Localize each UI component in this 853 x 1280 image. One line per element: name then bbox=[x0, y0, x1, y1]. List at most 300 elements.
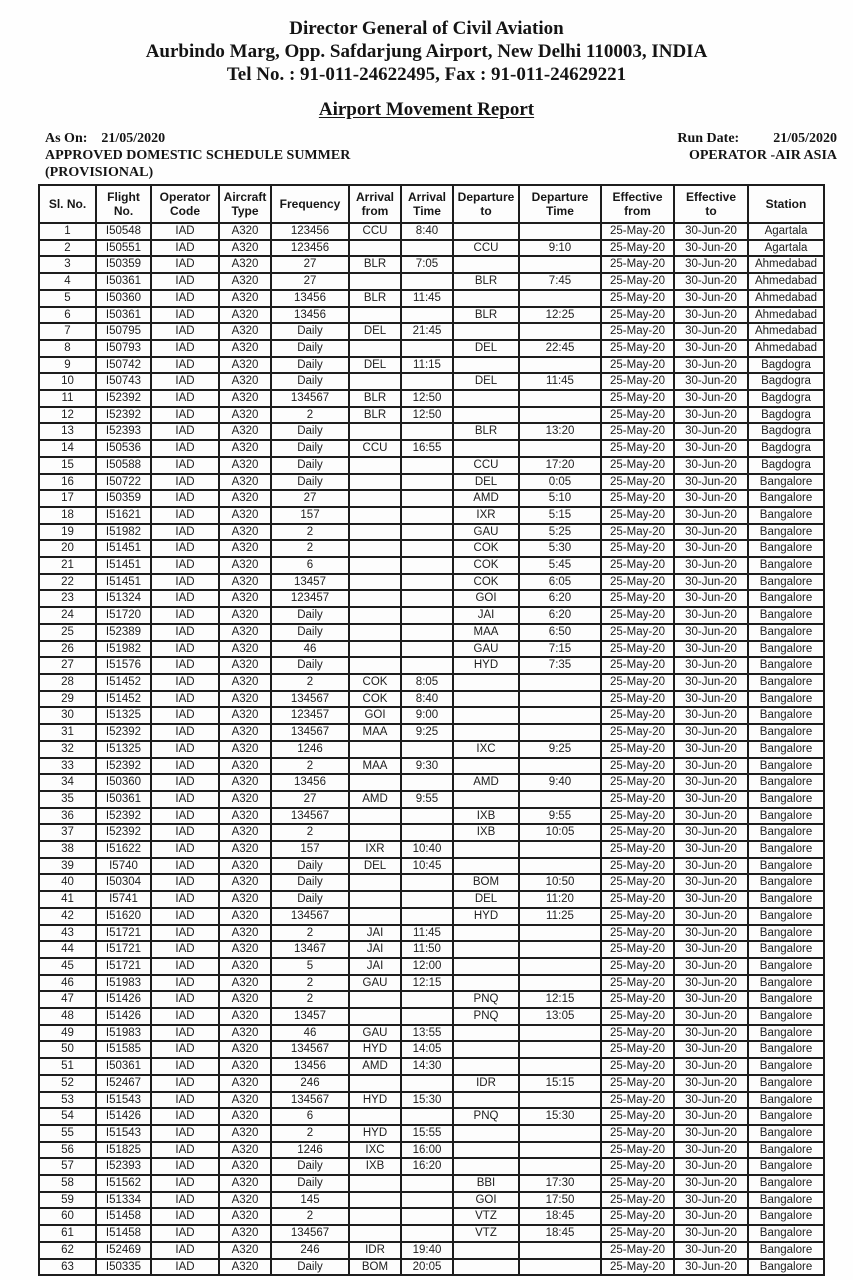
table-row bbox=[39, 874, 824, 891]
table-cell: 58 bbox=[39, 1175, 96, 1192]
table-cell: Bangalore bbox=[748, 524, 824, 541]
table-cell bbox=[519, 1092, 601, 1109]
table-cell: 30-Jun-20 bbox=[674, 1208, 748, 1225]
table-cell bbox=[401, 1108, 453, 1125]
table-cell: 30-Jun-20 bbox=[674, 1025, 748, 1042]
table-cell: 27 bbox=[271, 791, 349, 808]
run-date-value: 21/05/2020 bbox=[773, 131, 837, 146]
table-cell: 30-Jun-20 bbox=[674, 457, 748, 474]
table-cell: Ahmedabad bbox=[748, 307, 824, 324]
table-cell: 25-May-20 bbox=[601, 540, 674, 557]
table-cell: 25-May-20 bbox=[601, 307, 674, 324]
table-cell: 25-May-20 bbox=[601, 891, 674, 908]
table-cell: MAA bbox=[349, 758, 401, 775]
table-cell: 14 bbox=[39, 440, 96, 457]
table-cell: 30 bbox=[39, 707, 96, 724]
table-cell: 6:50 bbox=[519, 624, 601, 641]
table-cell: I51576 bbox=[96, 657, 151, 674]
table-cell bbox=[453, 1025, 519, 1042]
table-cell: 5 bbox=[271, 958, 349, 975]
table-cell: 30-Jun-20 bbox=[674, 657, 748, 674]
table-cell: Bangalore bbox=[748, 1142, 824, 1159]
table-cell: GOI bbox=[349, 707, 401, 724]
table-cell: I51620 bbox=[96, 908, 151, 925]
table-cell: 30-Jun-20 bbox=[674, 774, 748, 791]
table-cell: 30-Jun-20 bbox=[674, 1092, 748, 1109]
table-cell bbox=[453, 390, 519, 407]
table-cell: Daily bbox=[271, 657, 349, 674]
table-cell bbox=[349, 1225, 401, 1242]
table-cell: 13 bbox=[39, 423, 96, 440]
table-cell: Bangalore bbox=[748, 958, 824, 975]
table-cell: IAD bbox=[151, 858, 219, 875]
table-cell: 9 bbox=[39, 357, 96, 374]
table-cell: Daily bbox=[271, 323, 349, 340]
table-cell: IAD bbox=[151, 290, 219, 307]
table-cell: 16:55 bbox=[401, 440, 453, 457]
table-cell: 25 bbox=[39, 624, 96, 641]
table-cell: 25-May-20 bbox=[601, 874, 674, 891]
table-row bbox=[39, 975, 824, 992]
table-cell: Bangalore bbox=[748, 707, 824, 724]
table-cell: 30-Jun-20 bbox=[674, 1075, 748, 1092]
table-cell: 2 bbox=[271, 975, 349, 992]
table-cell: 25-May-20 bbox=[601, 741, 674, 758]
table-cell: A320 bbox=[219, 1158, 271, 1175]
table-cell bbox=[349, 641, 401, 658]
table-cell: 30-Jun-20 bbox=[674, 340, 748, 357]
table-cell: Bagdogra bbox=[748, 373, 824, 390]
table-cell: A320 bbox=[219, 340, 271, 357]
table-row bbox=[39, 457, 824, 474]
table-cell: GAU bbox=[453, 641, 519, 658]
table-cell: 28 bbox=[39, 674, 96, 691]
table-cell bbox=[349, 774, 401, 791]
table-cell: 2 bbox=[271, 674, 349, 691]
table-cell: 25-May-20 bbox=[601, 707, 674, 724]
table-cell: A320 bbox=[219, 824, 271, 841]
table-cell: A320 bbox=[219, 440, 271, 457]
table-cell: I50795 bbox=[96, 323, 151, 340]
table-cell bbox=[349, 1208, 401, 1225]
table-cell: IAD bbox=[151, 774, 219, 791]
table-cell: 6 bbox=[39, 307, 96, 324]
column-header: Arrival from bbox=[349, 185, 401, 223]
table-cell: 16:20 bbox=[401, 1158, 453, 1175]
table-row bbox=[39, 641, 824, 658]
table-cell: Bangalore bbox=[748, 1025, 824, 1042]
table-cell: IAD bbox=[151, 273, 219, 290]
table-cell: A320 bbox=[219, 1225, 271, 1242]
table-cell: IAD bbox=[151, 925, 219, 942]
column-header: Flight No. bbox=[96, 185, 151, 223]
table-cell: 6 bbox=[271, 1108, 349, 1125]
table-cell: 33 bbox=[39, 758, 96, 775]
table-cell: Bangalore bbox=[748, 774, 824, 791]
table-row bbox=[39, 507, 824, 524]
table-cell: Daily bbox=[271, 624, 349, 641]
table-cell: 61 bbox=[39, 1225, 96, 1242]
table-cell: 29 bbox=[39, 691, 96, 708]
table-cell: IAD bbox=[151, 724, 219, 741]
table-cell: 25-May-20 bbox=[601, 256, 674, 273]
table-cell: 25-May-20 bbox=[601, 1058, 674, 1075]
table-cell: Bangalore bbox=[748, 574, 824, 591]
table-cell: 25-May-20 bbox=[601, 1175, 674, 1192]
table-cell: 2 bbox=[271, 991, 349, 1008]
table-cell: I51426 bbox=[96, 1008, 151, 1025]
table-cell: Daily bbox=[271, 373, 349, 390]
table-cell: 63 bbox=[39, 1259, 96, 1276]
table-cell bbox=[453, 407, 519, 424]
table-cell: 11:45 bbox=[519, 373, 601, 390]
table-cell: 25-May-20 bbox=[601, 323, 674, 340]
table-cell bbox=[519, 407, 601, 424]
table-cell: Bangalore bbox=[748, 1259, 824, 1276]
table-cell: IDR bbox=[453, 1075, 519, 1092]
table-cell: 5 bbox=[39, 290, 96, 307]
table-cell: 25-May-20 bbox=[601, 1142, 674, 1159]
table-cell: IAD bbox=[151, 624, 219, 641]
table-cell: 30-Jun-20 bbox=[674, 407, 748, 424]
table-cell: 30-Jun-20 bbox=[674, 824, 748, 841]
table-cell: IAD bbox=[151, 423, 219, 440]
table-cell: IAD bbox=[151, 524, 219, 541]
table-cell: Bangalore bbox=[748, 991, 824, 1008]
meta-row-provisional bbox=[45, 164, 837, 181]
table-cell: I5741 bbox=[96, 891, 151, 908]
table-cell: AMD bbox=[349, 1058, 401, 1075]
table-cell: IXB bbox=[349, 1158, 401, 1175]
table-cell: 30-Jun-20 bbox=[674, 958, 748, 975]
table-cell: PNQ bbox=[453, 1108, 519, 1125]
table-cell: Bangalore bbox=[748, 908, 824, 925]
table-cell: 19 bbox=[39, 524, 96, 541]
table-cell: IAD bbox=[151, 507, 219, 524]
table-cell bbox=[401, 423, 453, 440]
table-cell: 15:55 bbox=[401, 1125, 453, 1142]
movement-table bbox=[38, 184, 825, 1276]
table-cell bbox=[453, 357, 519, 374]
table-cell bbox=[453, 1142, 519, 1159]
table-cell bbox=[453, 691, 519, 708]
table-cell: 30-Jun-20 bbox=[674, 273, 748, 290]
table-cell bbox=[401, 1225, 453, 1242]
table-cell bbox=[401, 1208, 453, 1225]
table-row bbox=[39, 307, 824, 324]
table-cell: A320 bbox=[219, 223, 271, 240]
table-row bbox=[39, 774, 824, 791]
table-cell: 30-Jun-20 bbox=[674, 423, 748, 440]
report-title-wrap bbox=[0, 99, 853, 121]
table-cell: A320 bbox=[219, 774, 271, 791]
table-cell: Bangalore bbox=[748, 1008, 824, 1025]
table-cell: Bangalore bbox=[748, 975, 824, 992]
table-cell: 2 bbox=[271, 758, 349, 775]
table-cell: Daily bbox=[271, 357, 349, 374]
table-cell: 22:45 bbox=[519, 340, 601, 357]
table-cell: 25-May-20 bbox=[601, 808, 674, 825]
table-cell: 12:50 bbox=[401, 390, 453, 407]
table-cell: 25-May-20 bbox=[601, 791, 674, 808]
table-cell: 30-Jun-20 bbox=[674, 1008, 748, 1025]
table-cell bbox=[401, 624, 453, 641]
movement-table-head bbox=[39, 185, 824, 223]
table-cell: 30-Jun-20 bbox=[674, 1175, 748, 1192]
table-cell bbox=[519, 707, 601, 724]
table-cell: A320 bbox=[219, 741, 271, 758]
table-cell: 12:15 bbox=[401, 975, 453, 992]
table-cell: Ahmedabad bbox=[748, 323, 824, 340]
table-cell bbox=[401, 540, 453, 557]
table-cell: 17:20 bbox=[519, 457, 601, 474]
table-row bbox=[39, 1192, 824, 1209]
table-cell: 0:05 bbox=[519, 474, 601, 491]
table-cell: Bangalore bbox=[748, 758, 824, 775]
table-row bbox=[39, 691, 824, 708]
table-cell: I50335 bbox=[96, 1259, 151, 1276]
table-cell: Bangalore bbox=[748, 1158, 824, 1175]
table-cell bbox=[453, 724, 519, 741]
table-cell bbox=[453, 256, 519, 273]
table-cell: Bangalore bbox=[748, 507, 824, 524]
column-header: Effective to bbox=[674, 185, 748, 223]
table-cell: 30-Jun-20 bbox=[674, 991, 748, 1008]
table-cell: Bangalore bbox=[748, 791, 824, 808]
table-cell: A320 bbox=[219, 925, 271, 942]
table-cell: Bangalore bbox=[748, 557, 824, 574]
table-cell: A320 bbox=[219, 958, 271, 975]
org-name: Director General of Civil Aviation bbox=[289, 18, 564, 39]
table-row bbox=[39, 858, 824, 875]
table-cell: Bangalore bbox=[748, 624, 824, 641]
table-cell bbox=[349, 991, 401, 1008]
table-cell: 25-May-20 bbox=[601, 925, 674, 942]
table-cell: I50361 bbox=[96, 307, 151, 324]
table-cell bbox=[453, 707, 519, 724]
table-row bbox=[39, 958, 824, 975]
table-cell: Daily bbox=[271, 1158, 349, 1175]
table-row bbox=[39, 707, 824, 724]
table-cell bbox=[519, 390, 601, 407]
table-cell: 14:30 bbox=[401, 1058, 453, 1075]
table-cell bbox=[453, 1058, 519, 1075]
table-cell bbox=[453, 1041, 519, 1058]
table-cell bbox=[453, 223, 519, 240]
table-cell: 30-Jun-20 bbox=[674, 373, 748, 390]
table-row bbox=[39, 256, 824, 273]
table-cell: IAD bbox=[151, 707, 219, 724]
table-cell: IAD bbox=[151, 590, 219, 607]
table-cell: Ahmedabad bbox=[748, 273, 824, 290]
table-cell: I51721 bbox=[96, 958, 151, 975]
table-cell bbox=[453, 440, 519, 457]
table-cell: A320 bbox=[219, 423, 271, 440]
table-cell: 35 bbox=[39, 791, 96, 808]
table-cell bbox=[453, 1242, 519, 1259]
table-cell: 50 bbox=[39, 1041, 96, 1058]
table-cell: I52392 bbox=[96, 758, 151, 775]
table-cell: IAD bbox=[151, 1175, 219, 1192]
table-cell bbox=[349, 240, 401, 257]
table-cell: 59 bbox=[39, 1192, 96, 1209]
table-cell: 6:20 bbox=[519, 607, 601, 624]
table-cell: Bangalore bbox=[748, 808, 824, 825]
table-cell: 55 bbox=[39, 1125, 96, 1142]
table-cell: A320 bbox=[219, 1175, 271, 1192]
table-cell: 30-Jun-20 bbox=[674, 1125, 748, 1142]
table-cell: 123456 bbox=[271, 240, 349, 257]
table-cell bbox=[349, 1192, 401, 1209]
table-cell: IXC bbox=[453, 741, 519, 758]
table-cell: DEL bbox=[349, 323, 401, 340]
table-cell bbox=[401, 808, 453, 825]
table-cell: I51562 bbox=[96, 1175, 151, 1192]
table-cell bbox=[401, 373, 453, 390]
table-cell: BLR bbox=[349, 407, 401, 424]
table-cell: IAD bbox=[151, 891, 219, 908]
table-cell: Bangalore bbox=[748, 1125, 824, 1142]
table-cell: A320 bbox=[219, 1242, 271, 1259]
table-cell: 5:25 bbox=[519, 524, 601, 541]
table-cell: 25-May-20 bbox=[601, 1242, 674, 1259]
table-cell bbox=[401, 1192, 453, 1209]
table-cell: A320 bbox=[219, 691, 271, 708]
table-cell: DEL bbox=[453, 373, 519, 390]
table-cell: 6:05 bbox=[519, 574, 601, 591]
table-cell: 30-Jun-20 bbox=[674, 925, 748, 942]
table-cell: 134567 bbox=[271, 908, 349, 925]
table-cell: 12:15 bbox=[519, 991, 601, 1008]
table-cell: JAI bbox=[349, 958, 401, 975]
table-cell: A320 bbox=[219, 373, 271, 390]
table-row bbox=[39, 758, 824, 775]
table-cell: 30-Jun-20 bbox=[674, 641, 748, 658]
table-cell bbox=[453, 758, 519, 775]
table-cell bbox=[453, 925, 519, 942]
table-cell: A320 bbox=[219, 357, 271, 374]
table-cell: HYD bbox=[349, 1041, 401, 1058]
table-cell: 17 bbox=[39, 490, 96, 507]
table-cell: 30-Jun-20 bbox=[674, 290, 748, 307]
table-cell: 25-May-20 bbox=[601, 607, 674, 624]
table-cell: Bangalore bbox=[748, 1108, 824, 1125]
table-cell: 12:50 bbox=[401, 407, 453, 424]
table-cell: 12:00 bbox=[401, 958, 453, 975]
as-on bbox=[45, 130, 165, 147]
table-cell: 32 bbox=[39, 741, 96, 758]
table-cell: 3 bbox=[39, 256, 96, 273]
table-cell: 13467 bbox=[271, 941, 349, 958]
table-cell: 11:50 bbox=[401, 941, 453, 958]
table-cell bbox=[401, 307, 453, 324]
table-cell: IAD bbox=[151, 223, 219, 240]
table-cell: 30-Jun-20 bbox=[674, 590, 748, 607]
table-cell: 53 bbox=[39, 1092, 96, 1109]
table-cell: 13457 bbox=[271, 1008, 349, 1025]
table-cell: 7:35 bbox=[519, 657, 601, 674]
table-cell: A320 bbox=[219, 1075, 271, 1092]
table-cell bbox=[349, 524, 401, 541]
table-cell: I52392 bbox=[96, 808, 151, 825]
table-cell: 43 bbox=[39, 925, 96, 942]
table-cell: 25-May-20 bbox=[601, 457, 674, 474]
table-cell: I51325 bbox=[96, 707, 151, 724]
table-cell: A320 bbox=[219, 524, 271, 541]
table-cell: 10:45 bbox=[401, 858, 453, 875]
table-cell: PNQ bbox=[453, 991, 519, 1008]
table-cell: 42 bbox=[39, 908, 96, 925]
table-cell: 60 bbox=[39, 1208, 96, 1225]
table-cell: 25-May-20 bbox=[601, 1108, 674, 1125]
table-cell: COK bbox=[453, 540, 519, 557]
table-row bbox=[39, 340, 824, 357]
table-cell: Daily bbox=[271, 457, 349, 474]
table-cell: IAD bbox=[151, 641, 219, 658]
table-row bbox=[39, 824, 824, 841]
table-cell: IXB bbox=[453, 824, 519, 841]
table-cell: 14:05 bbox=[401, 1041, 453, 1058]
table-cell: 5:15 bbox=[519, 507, 601, 524]
table-row bbox=[39, 373, 824, 390]
table-cell: Ahmedabad bbox=[748, 290, 824, 307]
table-cell: GOI bbox=[453, 1192, 519, 1209]
table-cell: IAD bbox=[151, 390, 219, 407]
table-cell: A320 bbox=[219, 724, 271, 741]
table-cell: IAD bbox=[151, 256, 219, 273]
table-cell: I51452 bbox=[96, 674, 151, 691]
table-cell: 25-May-20 bbox=[601, 908, 674, 925]
table-cell bbox=[453, 858, 519, 875]
table-cell: 30-Jun-20 bbox=[674, 1142, 748, 1159]
table-cell: I50360 bbox=[96, 290, 151, 307]
table-cell: Bangalore bbox=[748, 1041, 824, 1058]
table-row bbox=[39, 1125, 824, 1142]
table-row bbox=[39, 240, 824, 257]
table-cell: 30-Jun-20 bbox=[674, 674, 748, 691]
table-cell: HYD bbox=[349, 1092, 401, 1109]
table-cell: IAD bbox=[151, 808, 219, 825]
table-cell: 25-May-20 bbox=[601, 440, 674, 457]
table-cell: I51721 bbox=[96, 925, 151, 942]
table-cell: 17:30 bbox=[519, 1175, 601, 1192]
table-cell: IAD bbox=[151, 991, 219, 1008]
table-cell bbox=[349, 657, 401, 674]
table-cell: IAD bbox=[151, 874, 219, 891]
table-cell: IAD bbox=[151, 607, 219, 624]
table-cell bbox=[349, 891, 401, 908]
table-cell: 30-Jun-20 bbox=[674, 540, 748, 557]
table-cell: I50722 bbox=[96, 474, 151, 491]
table-row bbox=[39, 273, 824, 290]
table-cell bbox=[519, 841, 601, 858]
table-cell: A320 bbox=[219, 1008, 271, 1025]
table-cell: A320 bbox=[219, 590, 271, 607]
table-cell: 30-Jun-20 bbox=[674, 323, 748, 340]
table-cell: IXR bbox=[453, 507, 519, 524]
table-cell bbox=[349, 1108, 401, 1125]
table-cell bbox=[401, 474, 453, 491]
table-cell: A320 bbox=[219, 457, 271, 474]
table-cell: IAD bbox=[151, 1158, 219, 1175]
table-cell: 25-May-20 bbox=[601, 674, 674, 691]
table-cell bbox=[401, 824, 453, 841]
table-cell: A320 bbox=[219, 490, 271, 507]
table-row bbox=[39, 791, 824, 808]
table-cell: BLR bbox=[453, 307, 519, 324]
table-cell: Bagdogra bbox=[748, 423, 824, 440]
table-cell: 22 bbox=[39, 574, 96, 591]
